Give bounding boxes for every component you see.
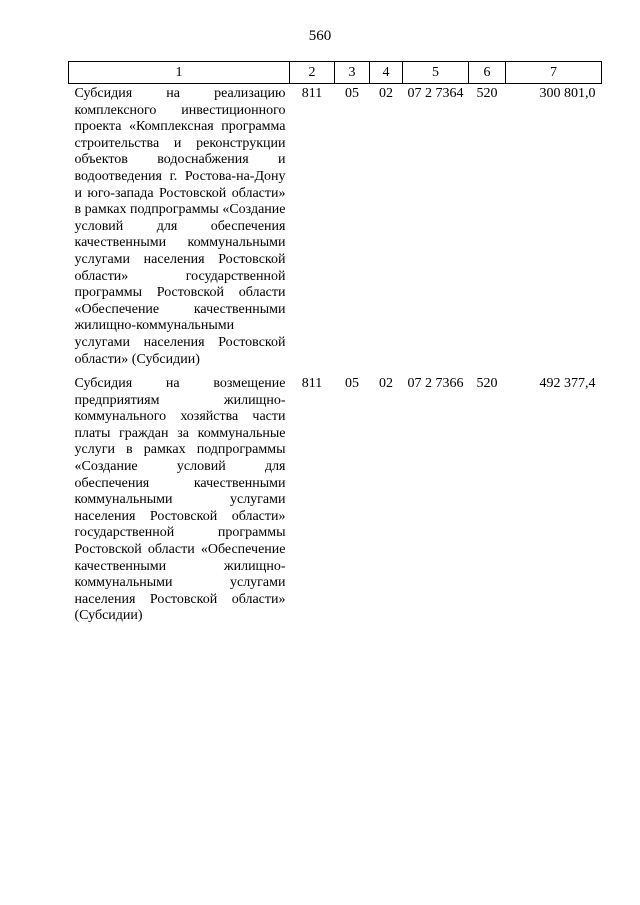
column-header-1: 1 [69, 62, 290, 84]
row-code-expense-type: 520 [476, 376, 498, 392]
row-amount: 492 377,4 [539, 376, 596, 392]
row-description: Субсидия на реализацию комплексного инвестиционного проекта «Комплексная программа строительства и реконструкции объектов водоснабжения и водоотведения г. Ростова-на-Дону и юго-запада Ростовской области» в рамках подпрограммы «Создание условий для обеспечения качественными коммунальными услугами населения Ростовской области» государственной программы Ростовской области «Обеспечение качественными жилищно-коммунальными услугами населения Ростовской области» (Субсидии) [74, 86, 286, 367]
column-header-2: 2 [290, 62, 335, 84]
row-code-target: 07 2 7366 [407, 376, 464, 392]
column-header-3: 3 [335, 62, 370, 84]
row-code-department: 811 [301, 86, 323, 101]
header-row [69, 62, 602, 84]
row-description: Субсидия на возмещение предприятиям жилищно-коммунального хозяйства части платы граждан за коммунальные услуги в рамках подпрограммы «Создание условий для обеспечения качественными коммунальными услугами населения Ростовской области» государственной программы Ростовской области «Обеспечение качественными жилищно-коммунальными услугами населения Ростовской области» (Субсидии) [74, 376, 286, 624]
row-code-subsection: 02 [379, 376, 393, 392]
table-row [69, 374, 602, 631]
row-code-section: 05 [345, 376, 359, 392]
table-row [69, 84, 602, 375]
budget-table [68, 61, 602, 631]
row-code-subsection: 02 [379, 86, 393, 101]
row-amount: 300 801,0 [539, 86, 596, 101]
column-header-6: 6 [469, 62, 506, 84]
column-header-4: 4 [370, 62, 403, 84]
row-code-section: 05 [345, 86, 359, 101]
row-code-target: 07 2 7364 [407, 86, 464, 101]
page-number: 560 [308, 28, 332, 44]
column-header-5: 5 [403, 62, 469, 84]
row-code-department: 811 [301, 376, 323, 392]
row-code-expense-type: 520 [476, 86, 498, 101]
column-header-7: 7 [506, 62, 602, 84]
